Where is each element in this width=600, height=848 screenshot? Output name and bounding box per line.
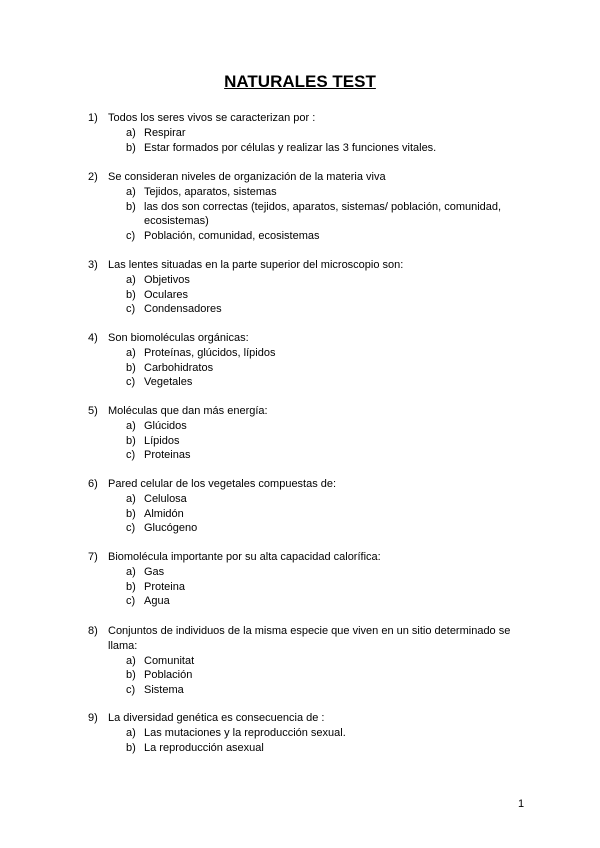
option-text: Lípidos — [144, 434, 180, 447]
question-text: Moléculas que dan más energía: — [108, 405, 268, 417]
option-text: Tejidos, aparatos, sistemas — [144, 185, 277, 198]
option-list — [88, 185, 528, 244]
option-letter: b) — [126, 669, 136, 682]
option-item — [88, 229, 528, 244]
option-item — [88, 288, 528, 303]
option-letter: c) — [126, 303, 136, 316]
option-letter: c) — [126, 684, 136, 697]
option-item — [88, 726, 528, 741]
question-text: Todos los seres vivos se caracterizan por : — [108, 112, 316, 124]
question-number: 3) — [88, 259, 98, 271]
option-item — [88, 273, 528, 288]
option-letter: b) — [126, 580, 136, 593]
option-item — [88, 448, 528, 463]
option-list — [88, 565, 528, 609]
question-number: 4) — [88, 332, 98, 344]
option-letter: a) — [126, 565, 136, 578]
question-number: 8) — [88, 625, 98, 637]
option-text: Respirar — [144, 126, 186, 139]
option-item — [88, 741, 528, 756]
option-letter: b) — [126, 141, 136, 154]
question-5 — [88, 404, 528, 463]
question-number: 1) — [88, 112, 98, 124]
option-text: Carbohidratos — [144, 361, 214, 374]
question-text: Pared celular de los vegetales compuestas de: — [108, 478, 337, 490]
option-item — [88, 346, 528, 361]
question-text: La diversidad genética es consecuencia de : — [108, 712, 325, 724]
option-item — [88, 185, 528, 200]
question-6 — [88, 477, 528, 536]
option-item — [88, 521, 528, 536]
option-list — [88, 346, 528, 390]
question-2 — [88, 170, 528, 244]
option-text: Proteinas — [144, 449, 191, 462]
option-item — [88, 302, 528, 317]
option-text: Celulosa — [144, 492, 187, 505]
option-list — [88, 126, 528, 156]
option-letter: a) — [126, 654, 136, 667]
option-text: Oculares — [144, 288, 189, 301]
option-letter: a) — [126, 126, 136, 139]
option-letter: c) — [126, 522, 136, 535]
option-letter: c) — [126, 595, 136, 608]
option-item — [88, 654, 528, 669]
option-letter: c) — [126, 376, 136, 389]
option-text: Glúcidos — [144, 419, 187, 432]
option-letter: a) — [126, 726, 136, 739]
option-letter: b) — [126, 288, 136, 301]
option-letter: a) — [126, 273, 136, 286]
option-item — [88, 507, 528, 522]
option-text: Agua — [144, 595, 170, 608]
question-7 — [88, 550, 528, 609]
option-text: Proteínas, glúcidos, lípidos — [144, 346, 276, 359]
question-1 — [88, 111, 528, 155]
question-text: Son biomoléculas orgánicas: — [108, 332, 249, 344]
option-text: Sistema — [144, 684, 184, 697]
question-number: 7) — [88, 551, 98, 563]
option-text: Población, comunidad, ecosistemas — [144, 230, 320, 243]
option-text: Las mutaciones y la reproducción sexual. — [144, 726, 346, 739]
option-item — [88, 683, 528, 698]
question-text: Se consideran niveles de organización de la materia viva — [108, 171, 386, 183]
option-item — [88, 594, 528, 609]
option-list — [88, 654, 528, 698]
option-letter: a) — [126, 185, 136, 198]
option-text: Comunitat — [144, 654, 195, 667]
option-letter: a) — [126, 492, 136, 505]
question-text: Conjuntos de individuos de la misma especie que viven en un sitio determinado se llama: — [108, 625, 511, 652]
option-text: Proteina — [144, 580, 185, 593]
option-text: Glucógeno — [144, 522, 198, 535]
option-list — [88, 419, 528, 463]
option-item — [88, 126, 528, 141]
option-text: Vegetales — [144, 376, 193, 389]
option-letter: a) — [126, 419, 136, 432]
question-text: Las lentes situadas en la parte superior del microscopio son: — [108, 259, 404, 271]
question-3 — [88, 258, 528, 317]
option-item — [88, 565, 528, 580]
option-text: Estar formados por células y realizar las 3 funciones vitales. — [144, 141, 437, 154]
option-letter: b) — [126, 434, 136, 447]
page-title: NATURALES TEST — [224, 72, 376, 91]
question-4 — [88, 331, 528, 390]
option-text: Población — [144, 669, 193, 682]
option-item — [88, 419, 528, 434]
question-number: 6) — [88, 478, 98, 490]
option-letter: a) — [126, 346, 136, 359]
question-9 — [88, 711, 528, 755]
option-letter: b) — [126, 507, 136, 520]
option-list — [88, 492, 528, 536]
option-text: Condensadores — [144, 303, 222, 316]
option-text: Objetivos — [144, 273, 190, 286]
option-letter: c) — [126, 449, 136, 462]
option-text: La reproducción asexual — [144, 741, 264, 754]
option-letter: b) — [126, 200, 136, 213]
option-item — [88, 434, 528, 449]
option-list — [88, 273, 528, 317]
option-letter: b) — [126, 361, 136, 374]
question-number: 2) — [88, 171, 98, 183]
page-number: 1 — [518, 798, 525, 810]
option-item — [88, 141, 528, 156]
option-list — [88, 726, 528, 756]
option-item — [88, 668, 528, 683]
question-number: 9) — [88, 712, 98, 724]
question-8 — [88, 624, 528, 698]
question-number: 5) — [88, 405, 98, 417]
option-item — [88, 361, 528, 376]
option-text: Gas — [144, 565, 165, 578]
option-item — [88, 580, 528, 595]
option-item — [88, 375, 528, 390]
option-text: Almidón — [144, 507, 184, 520]
option-text: las dos son correctas (tejidos, aparatos, sistemas/ población, comunidad, ecosistemas) — [144, 200, 502, 228]
option-item — [88, 492, 528, 507]
option-letter: c) — [126, 230, 136, 243]
option-letter: b) — [126, 741, 136, 754]
question-text: Biomolécula importante por su alta capacidad calorífica: — [108, 551, 381, 563]
option-item — [88, 200, 528, 230]
